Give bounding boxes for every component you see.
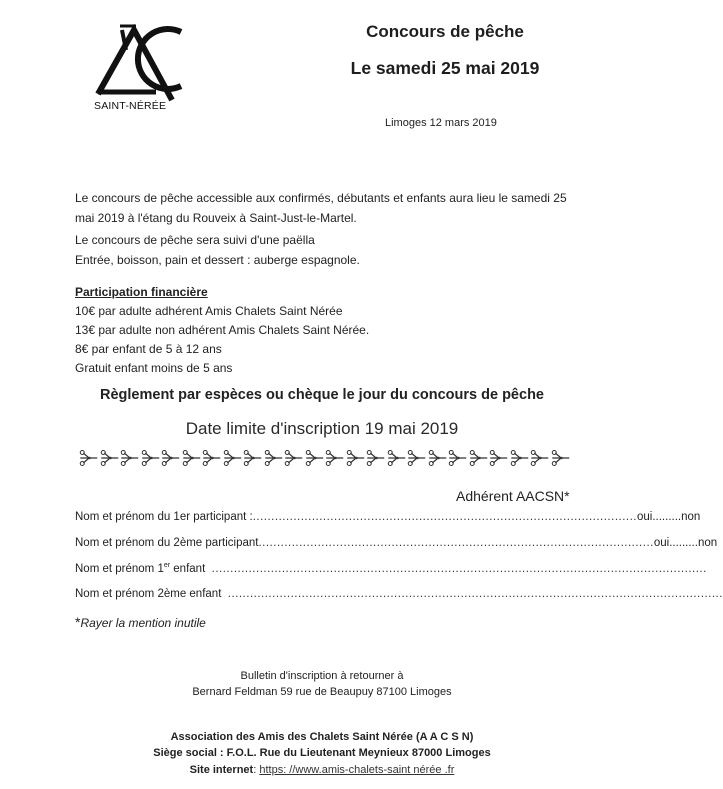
website-line	[0, 764, 644, 776]
scissors-icon	[345, 449, 366, 467]
price-item: 13€ par adulte non adhérent Amis Chalets Saint Nérée.	[75, 323, 370, 337]
participant-1-membership[interactable]: oui.........non	[637, 511, 701, 523]
participant-2-field[interactable]: ...........................................................................................................	[258, 537, 654, 549]
scissors-icon	[304, 449, 325, 467]
scissors-icon	[386, 449, 407, 467]
scissors-icon	[488, 449, 509, 467]
intro-paragraph	[75, 188, 575, 228]
website-link[interactable]: https: //www.amis-chalets-saint nérée .fr	[259, 764, 455, 776]
association-name: Association des Amis des Chalets Saint Nérée (A A C S N)	[170, 731, 474, 743]
footnote-text: Rayer la mention inutile	[80, 616, 206, 630]
meal-paragraph	[75, 230, 575, 270]
participant-1-row	[75, 511, 701, 523]
event-title: Concours de pêche	[366, 22, 524, 41]
scissors-icon	[263, 449, 284, 467]
event-date: Le samedi 25 mai 2019	[350, 58, 540, 78]
scissors-icon	[140, 449, 161, 467]
intro-line-1: Le concours de pêche accessible aux confirmés, débutants et enfants aura lieu le samedi 25	[75, 191, 567, 205]
child-2-label: Nom et prénom 2ème enfant	[75, 588, 228, 600]
price-item: 8€ par enfant de 5 à 12 ans	[75, 342, 222, 356]
meal-line-1: Le concours de pêche sera suivi d'une paëlla	[75, 233, 315, 247]
website-separator: :	[253, 764, 260, 776]
scissors-cut-line	[78, 449, 570, 467]
payment-notice: Règlement par espèces ou chèque le jour du concours de pêche	[100, 387, 544, 403]
return-address: Bernard Feldman 59 rue de Beaupuy 87100 Limoges	[192, 686, 452, 698]
child-1-label-suffix: enfant	[170, 563, 212, 575]
child-1-label-prefix: Nom et prénom 1	[75, 563, 164, 575]
logo-caption: SAINT-NÉRÉE	[94, 100, 167, 112]
scissors-icon	[468, 449, 489, 467]
association-seat: Siège social : F.O.L. Rue du Lieutenant Meynieux 87000 Limoges	[153, 747, 491, 759]
child-1-field[interactable]: ......................................................................................................................................	[211, 563, 707, 575]
child-1-label-sup: er	[163, 562, 171, 570]
scissors-icon	[119, 449, 140, 467]
scissors-icon	[529, 449, 550, 467]
scissors-icon	[181, 449, 202, 467]
scissors-icon	[324, 449, 345, 467]
scissors-icon	[447, 449, 468, 467]
scissors-icon	[427, 449, 448, 467]
registration-deadline: Date limite d'inscription 19 mai 2019	[185, 419, 459, 438]
place-and-date: Limoges 12 mars 2019	[385, 117, 497, 129]
return-instruction: Bulletin d'inscription à retourner à	[240, 670, 404, 682]
scissors-icon	[201, 449, 222, 467]
scissors-icon	[242, 449, 263, 467]
website-label: Site internet	[189, 764, 254, 776]
child-2-row	[75, 588, 723, 600]
intro-line-2: mai 2019 à l'étang du Rouveix à Saint-Just-le-Martel.	[75, 211, 357, 225]
scissors-icon	[550, 449, 571, 467]
footnote	[75, 614, 206, 630]
participant-2-row	[75, 537, 718, 549]
participant-1-label: Nom et prénom du 1er participant :	[75, 511, 253, 523]
scissors-icon	[283, 449, 304, 467]
logo-ac-mark-icon	[86, 20, 198, 100]
scissors-icon	[222, 449, 243, 467]
scissors-icon	[365, 449, 386, 467]
child-2-field[interactable]: ......................................................................................................................................	[227, 588, 723, 600]
participant-2-membership[interactable]: oui.........non	[653, 537, 718, 549]
financial-section	[75, 283, 575, 378]
participant-2-label: Nom et prénom du 2ème participant	[75, 537, 259, 549]
participant-1-field[interactable]: ........................................................................................................	[252, 511, 637, 523]
meal-line-2: Entrée, boisson, pain et dessert : auberge espagnole.	[75, 253, 360, 267]
financial-heading: Participation financière	[75, 285, 208, 299]
price-item: Gratuit enfant moins de 5 ans	[75, 361, 233, 375]
scissors-icon	[406, 449, 427, 467]
scissors-icon	[509, 449, 530, 467]
scissors-icon	[78, 449, 99, 467]
association-logo	[86, 20, 198, 116]
scissors-icon	[160, 449, 181, 467]
child-1-label	[75, 563, 212, 575]
footnote-asterisk: *	[75, 614, 81, 630]
adherent-header: Adhérent AACSN*	[456, 488, 570, 504]
scissors-icon	[99, 449, 120, 467]
child-1-row	[75, 562, 707, 575]
price-item: 10€ par adulte adhérent Amis Chalets Saint Nérée	[75, 304, 343, 318]
